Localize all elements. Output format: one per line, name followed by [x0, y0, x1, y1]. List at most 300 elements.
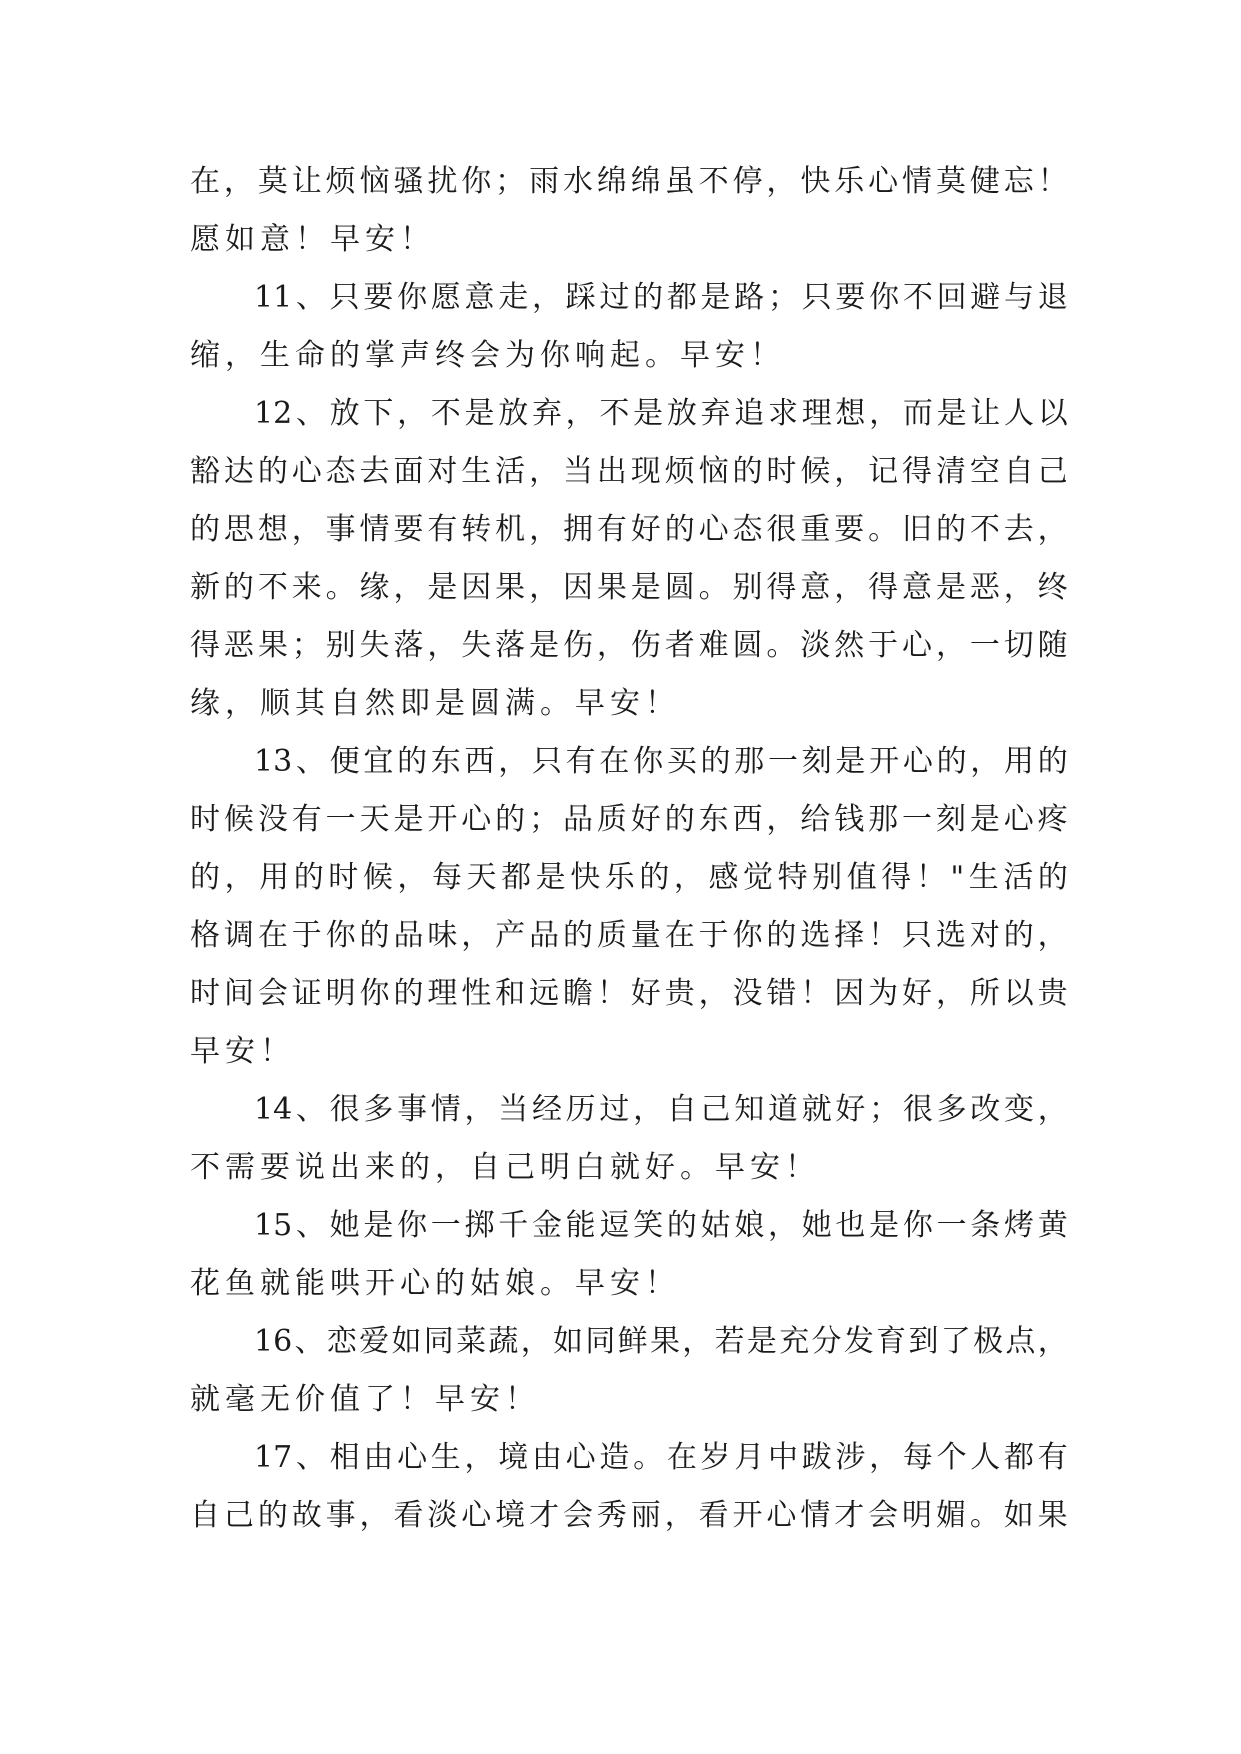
text-char: 是: [869, 1208, 900, 1243]
text-char: ，: [464, 1440, 495, 1475]
text-char: 思: [223, 512, 254, 547]
text-char: 的: [359, 918, 390, 953]
text-char: 情: [800, 1498, 831, 1533]
text-char: 事: [397, 1092, 428, 1127]
text-char: ，: [529, 454, 560, 489]
text-char: 宜: [363, 744, 394, 779]
text-char: 因: [834, 976, 865, 1011]
text-char: 生: [968, 860, 999, 895]
text-char: 金: [531, 1208, 562, 1243]
text-char: ，: [766, 164, 797, 199]
text-char: 东: [430, 744, 461, 779]
text-char: 有: [596, 512, 627, 547]
text-char: 不: [902, 280, 933, 315]
text-char: 的: [732, 454, 763, 489]
text-char: 的: [293, 860, 324, 895]
text-char: 姑: [700, 1208, 731, 1243]
text-char: 下: [363, 396, 394, 431]
text-line: [190, 1313, 1068, 1371]
text-char: 觉: [743, 860, 773, 895]
text-char: 时: [766, 454, 797, 489]
text-char: 终: [1037, 570, 1068, 605]
text-char: ，: [935, 976, 966, 1011]
text-char: 出: [596, 454, 627, 489]
text-char: 得: [190, 628, 220, 663]
text-char: 心: [461, 1498, 492, 1533]
text-char: 的: [639, 860, 670, 895]
text-char: 是: [529, 628, 560, 663]
text-line: [190, 1081, 1068, 1139]
text-char: 果: [1037, 1498, 1068, 1533]
text-char: 达: [223, 454, 254, 489]
text-char: 好: [902, 976, 933, 1011]
text-char: 育: [876, 1324, 907, 1359]
text-char: 心: [397, 1440, 428, 1475]
text-char: 己: [223, 1498, 254, 1533]
text-char: ，: [224, 860, 255, 895]
text-char: 要: [393, 512, 424, 547]
text-char: 如: [553, 1324, 583, 1359]
text-char: 水: [562, 164, 593, 199]
text-char: ！: [868, 918, 899, 953]
text-char: 多: [936, 1092, 967, 1127]
text-char: ；: [291, 628, 322, 663]
text-char: 就: [801, 1092, 832, 1127]
text-char: 刻: [801, 744, 832, 779]
text-char: 笑: [633, 1208, 664, 1243]
text-char: 那: [868, 802, 899, 837]
text-char: 天: [466, 860, 497, 895]
text-char: 、: [295, 396, 326, 431]
text-char: 机: [495, 512, 526, 547]
text-char: 理: [801, 396, 832, 431]
text-char: 想: [257, 512, 288, 547]
text-char: 当: [562, 454, 593, 489]
text-char: 选: [935, 918, 966, 953]
text-char: 别: [325, 628, 356, 663]
text-char: 候: [800, 454, 831, 489]
text-char: 是: [935, 570, 966, 605]
text-char: 个: [936, 1440, 967, 1475]
text-char: 多: [363, 1092, 394, 1127]
text-char: ，: [397, 860, 428, 895]
text-char: 是: [630, 570, 661, 605]
text-char: 切: [1003, 628, 1034, 663]
text-char: ，: [682, 1324, 713, 1359]
text-char: 会: [562, 1498, 593, 1533]
text-char: 你: [397, 1208, 428, 1243]
text-char: 果: [257, 628, 288, 663]
text-char: 了: [940, 1324, 971, 1359]
text-char: 开: [869, 744, 900, 779]
text-char: 贵: [1037, 976, 1068, 1011]
text-char: 新: [190, 570, 220, 605]
text-char: 会: [257, 976, 288, 1011]
text-char: 丽: [630, 1498, 661, 1533]
text-char: 态: [732, 512, 763, 547]
text-char: 千: [498, 1208, 529, 1243]
text-line: [190, 501, 1068, 559]
text-char: 心: [766, 1498, 797, 1533]
text-char: 回: [936, 280, 967, 315]
text-line: [190, 965, 1068, 1023]
text-char: 记: [868, 454, 899, 489]
text-char: ，: [565, 396, 596, 431]
text-char: 钱: [834, 802, 865, 837]
text-char: 道: [767, 1092, 798, 1127]
text-char: 的: [1037, 744, 1068, 779]
text-char: 的: [935, 512, 966, 547]
text-line: [190, 153, 1068, 211]
text-char: 、: [294, 1324, 325, 1359]
text-char: 让: [970, 396, 1001, 431]
text-char: 选: [800, 918, 831, 953]
text-char: 你: [633, 744, 664, 779]
text-char: 充: [779, 1324, 810, 1359]
text-char: 事: [325, 1498, 356, 1533]
text-char: ！: [1037, 164, 1068, 199]
text-char: 。: [633, 1440, 664, 1475]
text-line: [190, 907, 1068, 965]
text-char: 岁: [700, 1440, 731, 1475]
text-char: 每: [902, 1440, 933, 1475]
text-char: 情: [902, 164, 933, 199]
text-char: ，: [291, 512, 322, 547]
text-line: [190, 443, 1068, 501]
text-char: 当: [498, 1092, 529, 1127]
text-char: 于: [698, 918, 729, 953]
text-char: 东: [698, 802, 729, 837]
text-char: 的: [664, 802, 695, 837]
text-char: 的: [397, 744, 428, 779]
text-char: 不: [430, 396, 461, 431]
text-char: 清: [935, 454, 966, 489]
text-char: ，: [498, 744, 529, 779]
text-char: 以: [1003, 976, 1034, 1011]
text-char: ，: [223, 164, 254, 199]
text-char: 生: [430, 1440, 461, 1475]
text-char: 莫: [935, 164, 966, 199]
text-char: 。: [766, 628, 797, 663]
text-char: 心: [565, 1440, 596, 1475]
text-char: 涉: [835, 1440, 866, 1475]
text-char: 有: [565, 744, 596, 779]
text-char: 圆: [664, 570, 695, 605]
text-char: 知: [734, 1092, 765, 1127]
text-char: 时: [328, 860, 359, 895]
text-char: 淡: [427, 1498, 458, 1533]
text-line: 花鱼就能哄开心的姑娘。早安！: [190, 1266, 680, 1301]
text-char: 自: [1003, 454, 1034, 489]
text-char: 分: [811, 1324, 842, 1359]
text-char: 快: [800, 164, 831, 199]
text-char: 为: [868, 976, 899, 1011]
text-char: 你: [359, 976, 390, 1011]
text-char: ，: [397, 396, 428, 431]
text-char: 很: [766, 512, 797, 547]
text-char: 得: [902, 454, 933, 489]
text-char: 月: [734, 1440, 765, 1475]
text-char: 一: [430, 1208, 461, 1243]
text-char: 秀: [596, 1498, 627, 1533]
text-char: 和: [495, 976, 526, 1011]
text-char: 、: [295, 744, 326, 779]
text-char: ；: [495, 164, 526, 199]
text-char: 己: [700, 1092, 731, 1127]
text-line: [190, 1429, 1068, 1487]
text-char: 在: [666, 1440, 697, 1475]
text-char: 有: [1037, 1440, 1068, 1475]
text-char: 活: [1003, 860, 1034, 895]
text-char: 一: [325, 802, 356, 837]
text-char: 落: [495, 628, 526, 663]
text-char: 给: [800, 802, 831, 837]
text-char: 品: [393, 918, 424, 953]
text-char: 掷: [464, 1208, 495, 1243]
text-char: 每: [431, 860, 462, 895]
text-char: 的: [1037, 860, 1068, 895]
text-char: 西: [732, 802, 763, 837]
text-char: 用: [259, 860, 290, 895]
text-char: ，: [529, 570, 560, 605]
text-char: ！: [800, 976, 831, 1011]
text-char: 没: [732, 976, 763, 1011]
text-char: 一: [969, 628, 1000, 663]
text-char: 爱: [359, 1324, 390, 1359]
text-char: 特: [777, 860, 808, 895]
text-char: 证: [291, 976, 322, 1011]
text-char: 走: [498, 280, 529, 315]
text-char: 用: [1004, 744, 1034, 779]
text-char: 伤: [562, 628, 593, 663]
text-char: 11: [254, 280, 293, 315]
text-char: 所: [969, 976, 1000, 1011]
text-char: 菜: [456, 1324, 487, 1359]
text-char: 的: [190, 860, 220, 895]
text-char: 得: [881, 860, 912, 895]
text-char: 是: [835, 744, 866, 779]
text-char: ，: [834, 570, 865, 605]
text-char: 境: [498, 1440, 529, 1475]
text-char: 如: [1003, 1498, 1034, 1533]
text-char: 求: [767, 396, 798, 431]
text-char: ！: [596, 976, 627, 1011]
text-char: ，: [767, 1208, 798, 1243]
text-char: 避: [970, 280, 1001, 315]
text-char: 扰: [427, 164, 458, 199]
text-char: ，: [673, 860, 704, 895]
text-char: 健: [969, 164, 1000, 199]
text-char: 在: [599, 744, 630, 779]
text-char: 人: [970, 1440, 1001, 1475]
text-char: 只: [329, 280, 360, 315]
text-char: 调: [223, 918, 254, 953]
text-char: 、: [295, 280, 326, 315]
text-char: 只: [801, 280, 832, 315]
text-char: 失: [461, 628, 492, 663]
text-char: 感: [708, 860, 739, 895]
text-char: 心: [902, 628, 933, 663]
text-char: ，: [766, 802, 797, 837]
text-char: 的: [562, 918, 593, 953]
text-char: 弃: [700, 396, 731, 431]
text-char: 意: [902, 570, 933, 605]
text-char: ，: [664, 1498, 695, 1533]
text-char: 的: [633, 280, 664, 315]
text-char: 质: [596, 802, 627, 837]
text-char: 历: [565, 1092, 596, 1127]
text-char: 绵: [596, 164, 627, 199]
text-char: 落: [393, 628, 424, 663]
text-char: 味: [427, 918, 458, 953]
text-char: 性: [461, 976, 492, 1011]
text-char: 恋: [326, 1324, 357, 1359]
text-char: 让: [291, 164, 322, 199]
text-char: ，: [869, 1440, 900, 1475]
text-char: 西: [464, 744, 495, 779]
text-char: ，: [970, 744, 1001, 779]
text-char: 16: [254, 1324, 293, 1359]
text-char: 那: [734, 744, 765, 779]
text-char: 心: [291, 454, 322, 489]
text-char: 对: [969, 918, 1000, 953]
text-char: 极: [973, 1324, 1004, 1359]
text-char: ，: [834, 454, 865, 489]
text-char: 现: [630, 454, 661, 489]
text-char: 是: [700, 280, 731, 315]
text-char: 不: [698, 164, 729, 199]
text-char: 是: [746, 1324, 777, 1359]
text-char: 以: [1037, 396, 1068, 431]
text-char: 绵: [630, 164, 661, 199]
text-char: 。: [698, 570, 729, 605]
text-char: 是: [969, 802, 1000, 837]
text-char: 很: [902, 1092, 933, 1127]
text-char: 会: [868, 1498, 899, 1533]
text-char: 过: [599, 280, 630, 315]
text-char: 快: [570, 860, 601, 895]
text-char: 放: [498, 396, 529, 431]
text-char: 者: [664, 628, 695, 663]
text-char: 意: [800, 570, 831, 605]
text-char: ": [950, 860, 965, 895]
text-char: ！: [915, 860, 946, 895]
text-char: 于: [868, 628, 899, 663]
text-char: 果: [649, 1324, 680, 1359]
text-char: 。: [325, 570, 356, 605]
text-char: 去: [359, 454, 390, 489]
text-char: 骚: [393, 164, 424, 199]
text-char: 都: [501, 860, 532, 895]
text-char: 你: [325, 918, 356, 953]
text-char: 买: [666, 744, 697, 779]
text-char: 的: [393, 976, 424, 1011]
text-char: 12: [254, 396, 293, 431]
text-line: [190, 1487, 1068, 1545]
text-char: 的: [257, 1498, 288, 1533]
text-char: 生: [461, 454, 492, 489]
text-char: 错: [766, 976, 797, 1011]
text-line: [190, 385, 1068, 443]
text-char: 她: [801, 1208, 832, 1243]
text-char: 烤: [1004, 1208, 1034, 1243]
text-char: 是: [427, 570, 458, 605]
text-char: 不: [599, 396, 630, 431]
text-char: 别: [732, 570, 763, 605]
text-char: 事: [325, 512, 356, 547]
text-char: 、: [295, 1440, 326, 1475]
text-char: 品: [562, 802, 593, 837]
text-char: 故: [291, 1498, 322, 1533]
text-char: 弃: [531, 396, 562, 431]
text-char: 。: [868, 512, 899, 547]
text-char: 路: [734, 280, 765, 315]
text-char: 瞻: [562, 976, 593, 1011]
text-char: 淡: [800, 628, 831, 663]
text-char: 得: [766, 570, 797, 605]
text-char: 中: [767, 1440, 798, 1475]
text-char: 贵: [664, 976, 695, 1011]
text-char: 没: [257, 802, 288, 837]
text-char: ，: [1037, 1324, 1068, 1359]
text-char: 雨: [529, 164, 560, 199]
text-char: 、: [295, 1092, 326, 1127]
text-char: 条: [970, 1208, 1001, 1243]
text-char: 如: [391, 1324, 422, 1359]
text-char: 果: [596, 570, 627, 605]
text-char: 你: [461, 164, 492, 199]
text-char: 你: [732, 918, 763, 953]
text-char: 好: [630, 512, 661, 547]
text-char: 去: [1003, 512, 1034, 547]
text-char: ，: [464, 1092, 495, 1127]
text-char: 开: [732, 1498, 763, 1533]
text-char: 心: [1003, 802, 1034, 837]
text-line: 缩，生命的掌声终会为你响起。早安！: [190, 338, 785, 373]
text-char: 要: [834, 512, 865, 547]
text-char: 蔬: [488, 1324, 519, 1359]
text-char: ，: [1003, 570, 1034, 605]
text-char: 同: [585, 1324, 616, 1359]
text-char: 跋: [801, 1440, 832, 1475]
text-char: 明: [902, 1498, 933, 1533]
text-char: 逗: [599, 1208, 630, 1243]
text-char: 的: [257, 454, 288, 489]
text-char: 于: [291, 918, 322, 953]
text-char: ，: [520, 1324, 551, 1359]
text-char: 看: [393, 1498, 424, 1533]
text-char: 的: [223, 570, 254, 605]
text-char: 伤: [630, 628, 661, 663]
text-line: 就毫无价值了！早安！: [190, 1382, 540, 1417]
text-line: [190, 791, 1068, 849]
text-char: 到: [908, 1324, 939, 1359]
text-char: 情: [430, 1092, 461, 1127]
text-char: 意: [464, 280, 495, 315]
text-char: 旧: [902, 512, 933, 547]
text-char: ，: [529, 512, 560, 547]
text-char: 不: [969, 512, 1000, 547]
text-char: 得: [868, 570, 899, 605]
text-char: 情: [359, 512, 390, 547]
text-char: ，: [1037, 512, 1068, 547]
text-char: 。: [969, 1498, 1000, 1533]
text-char: 间: [223, 976, 254, 1011]
text-char: 的: [190, 512, 220, 547]
text-char: 圆: [732, 628, 763, 663]
text-char: 她: [329, 1208, 360, 1243]
text-char: 来: [291, 570, 322, 605]
